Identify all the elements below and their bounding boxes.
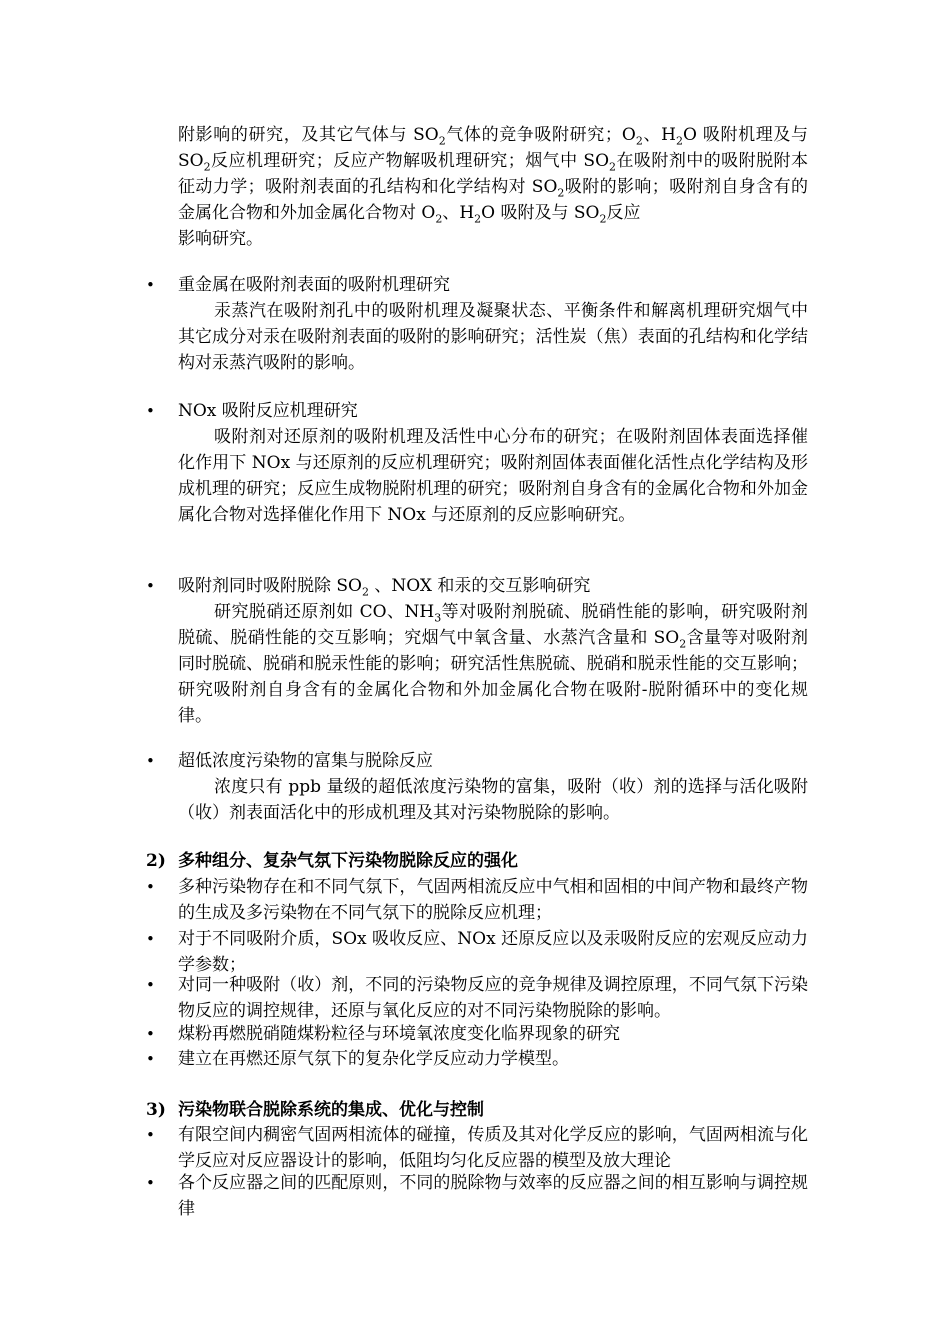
bullet-icon: • <box>146 1174 155 1192</box>
heading-title: 污染物联合脱除系统的集成、优化与控制 <box>178 1100 484 1120</box>
section-title: 重金属在吸附剂表面的吸附机理研究 <box>178 275 450 295</box>
section-body: 汞蒸汽在吸附剂孔中的吸附机理及凝聚状态、平衡条件和解离机理研究烟气中其它成分对汞在吸附剂表面的吸附的影响研究；活性炭（焦）表面的孔结构和化学结构对汞蒸汽吸附的影响。 <box>178 301 808 373</box>
section-body: 浓度只有 ppb 量级的超低浓度污染物的富集，吸附（收）剂的选择与活化吸附（收）剂表面活化中的形成机理及其对污染物脱除的影响。 <box>178 777 808 823</box>
heading-2 <box>146 848 518 874</box>
bullet-icon: • <box>146 1126 155 1144</box>
list-item-text: 建立在再燃还原气氛下的复杂化学反应动力学模型。 <box>178 1049 569 1069</box>
list-item-text: 煤粉再燃脱硝随煤粉粒径与环境氧浓度变化临界现象的研究 <box>178 1024 620 1044</box>
section-title: 超低浓度污染物的富集与脱除反应 <box>178 751 433 771</box>
heading-title: 多种组分、复杂气氛下污染物脱除反应的强化 <box>178 851 518 871</box>
intro-text: 附影响的研究，及其它气体与 SO <box>178 125 439 145</box>
bullet-icon: • <box>146 276 155 294</box>
intro-paragraph: 附影响的研究，及其它气体与 $SO_2$气体的竞争吸附研究；$O_2$、$H_2O$ 吸附机理及与 $SO_2$反应机理研究；反应产物解吸机理研究；烟气中 $SO_2$在吸附剂中的吸附脱附本征动力学；吸附剂表面的孔结构和化学结构对 $SO_2$吸附的影响；吸附剂自身含有的金属化合物和外加金属化合物对 $O_2$、$H_2O$ 吸附及与 $SO_2$反应 影响研究。 <box>178 125 809 249</box>
bullet-icon: • <box>146 752 155 770</box>
list-item-text: 对于不同吸附介质，SOx 吸收反应、NOx 还原反应以及汞吸附反应的宏观反应动力学参数； <box>178 929 808 975</box>
bullet-icon: • <box>146 1050 155 1068</box>
list-item-text: 多种污染物存在和不同气氛下，气固两相流反应中气相和固相的中间产物和最终产物的生成及多污染物在不同气氛下的脱除反应机理； <box>178 877 808 923</box>
list-item-text: 各个反应器之间的匹配原则，不同的脱除物与效率的反应器之间的相互影响与调控规律 <box>178 1173 808 1219</box>
list-item-text: 有限空间内稠密气固两相流体的碰撞，传质及其对化学反应的影响，气固两相流与化学反应对反应器设计的影响，低阻均匀化反应器的模型及放大理论 <box>178 1125 808 1171</box>
heading-number: 3) <box>146 1100 166 1120</box>
bullet-icon: • <box>146 1025 155 1043</box>
bullet-icon: • <box>146 930 155 948</box>
section-title: 吸附剂同时吸附脱除 $SO_2$ 、NOX 和汞的交互影响研究 <box>178 576 591 599</box>
bullet-icon: • <box>146 577 155 595</box>
heading-3 <box>146 1097 484 1123</box>
bullet-icon: • <box>146 976 155 994</box>
heading-number: 2) <box>146 851 166 871</box>
section-body: 吸附剂对还原剂的吸附机理及活性中心分布的研究；在吸附剂固体表面选择催化作用下 NOx 与还原剂的反应机理研究；吸附剂固体表面催化活性点化学结构及形成机理的研究；反应生成物脱附机理的研究；吸附剂自身含有的金属化合物和外加金属化合物对选择催化作用下 NOx 与还原剂的反应影响研究。 <box>178 427 808 525</box>
section-body: 研究脱硝还原剂如 CO、$NH_3$等对吸附剂脱硫、脱硝性能的影响，研究吸附剂脱硫、脱硝性能的交互影响；究烟气中氧含量、水蒸汽含量和 $SO_2$含量等对吸附剂同时脱硫、脱硝和脱汞性能的影响；研究活性焦脱硫、脱硝和脱汞性能的交互影响；研究吸附剂自身含有的金属化合物和外加金属化合物在吸附-脱附循环中的变化规律。 <box>178 602 808 726</box>
bullet-icon: • <box>146 402 155 420</box>
bullet-icon: • <box>146 878 155 896</box>
section-title: NOx 吸附反应机理研究 <box>178 401 358 421</box>
list-item-text: 对同一种吸附（收）剂，不同的污染物反应的竞争规律及调控原理，不同气氛下污染物反应的调控规律，还原与氧化反应的对不同污染物脱除的影响。 <box>178 975 808 1021</box>
